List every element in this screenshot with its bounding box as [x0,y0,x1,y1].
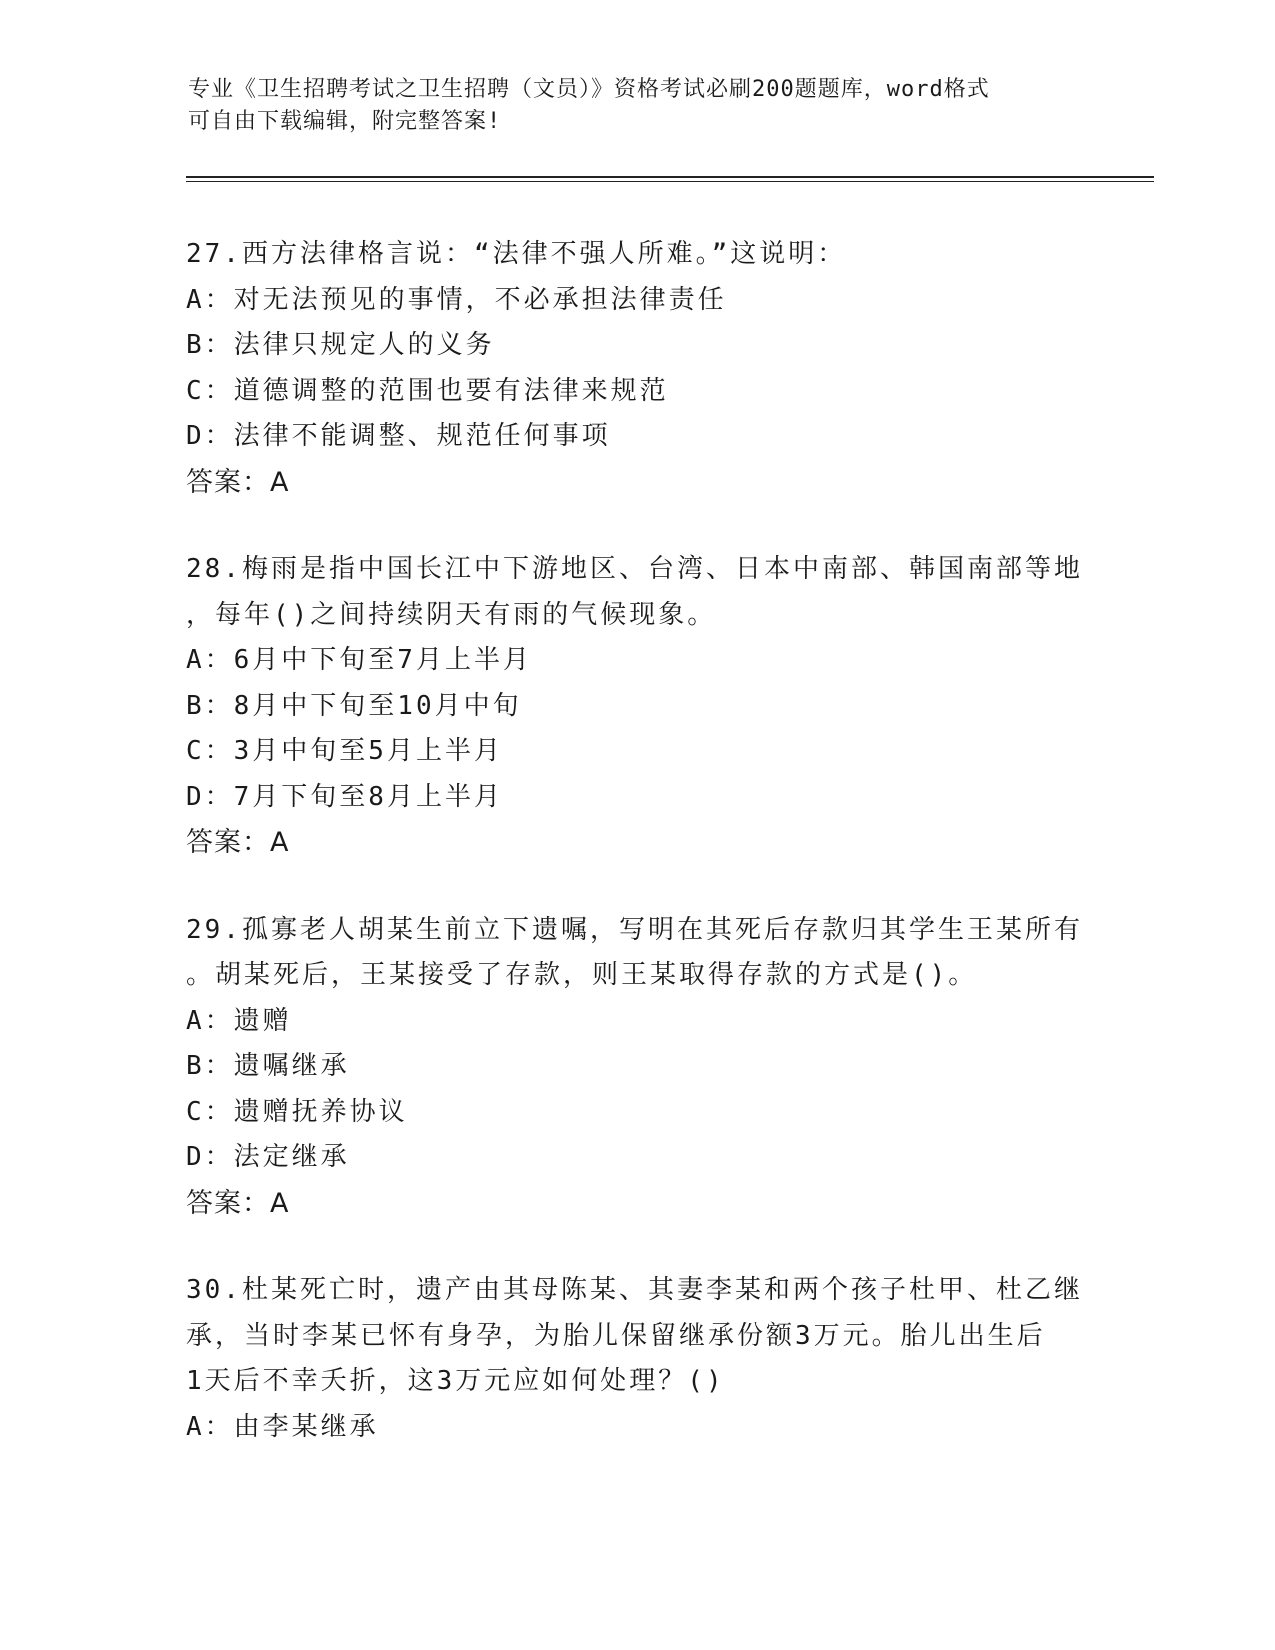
question-30 [186,1268,1106,1450]
header-divider-thin [186,181,1154,182]
question-text: ，每年()之间持续阴天有雨的气候现象。 [186,599,717,630]
option-d: D：法律不能调整、规范任何事项 [186,421,611,451]
option-a: A：遗赠 [186,1005,292,1036]
option-c: C：遗赠抚养协议 [186,1096,408,1127]
option-c: C：道德调整的范围也要有法律来规范 [186,375,669,406]
option-a: A：6月中下旬至7月上半月 [186,645,532,675]
question-text: 27.西方法律格言说：“法律不强人所难。”这说明： [186,239,847,269]
option-d: D：法定继承 [186,1142,350,1172]
answer: 答案：A [186,466,290,498]
header-title-line-1: 专业《卫生招聘考试之卫生招聘（文员）》资格考试必刷200题题库，word格式 [188,77,990,102]
option-a: A：对无法预见的事情，不必承担法律责任 [186,284,727,315]
header-divider-thick [186,176,1154,178]
question-text: 29.孤寡老人胡某生前立下遗嘱，写明在其死后存款归其学生王某所有 [186,914,1083,945]
option-c: C：3月中旬至5月上半月 [186,736,503,766]
answer: 答案：A [186,1187,290,1219]
option-b: B：遗嘱继承 [186,1051,350,1081]
question-29 [186,908,1106,1227]
answer: 答案：A [186,827,290,858]
option-d: D：7月下旬至8月上半月 [186,781,503,812]
question-list [186,232,1106,1492]
question-text: 28.梅雨是指中国长江中下游地区、台湾、日本中南部、韩国南部等地 [186,554,1083,584]
document-header [188,74,1088,138]
question-text: 。胡某死后，王某接受了存款，则王某取得存款的方式是()。 [186,960,978,990]
option-a: A：由李某继承 [186,1411,379,1442]
question-text: 30.杜某死亡时，遗产由其母陈某、其妻李某和两个孩子杜甲、杜乙继 [186,1275,1083,1305]
question-27 [186,232,1106,505]
header-title-line-2: 可自由下载编辑，附完整答案! [188,109,502,134]
question-text: 承，当时李某已怀有身孕，为胎儿保留继承份额3万元。胎儿出生后 [186,1320,1046,1351]
question-28 [186,547,1106,866]
option-b: B：8月中下旬至10月中旬 [186,690,522,721]
question-text: 1天后不幸夭折，这3万元应如何处理？() [186,1366,725,1396]
option-b: B：法律只规定人的义务 [186,330,495,360]
